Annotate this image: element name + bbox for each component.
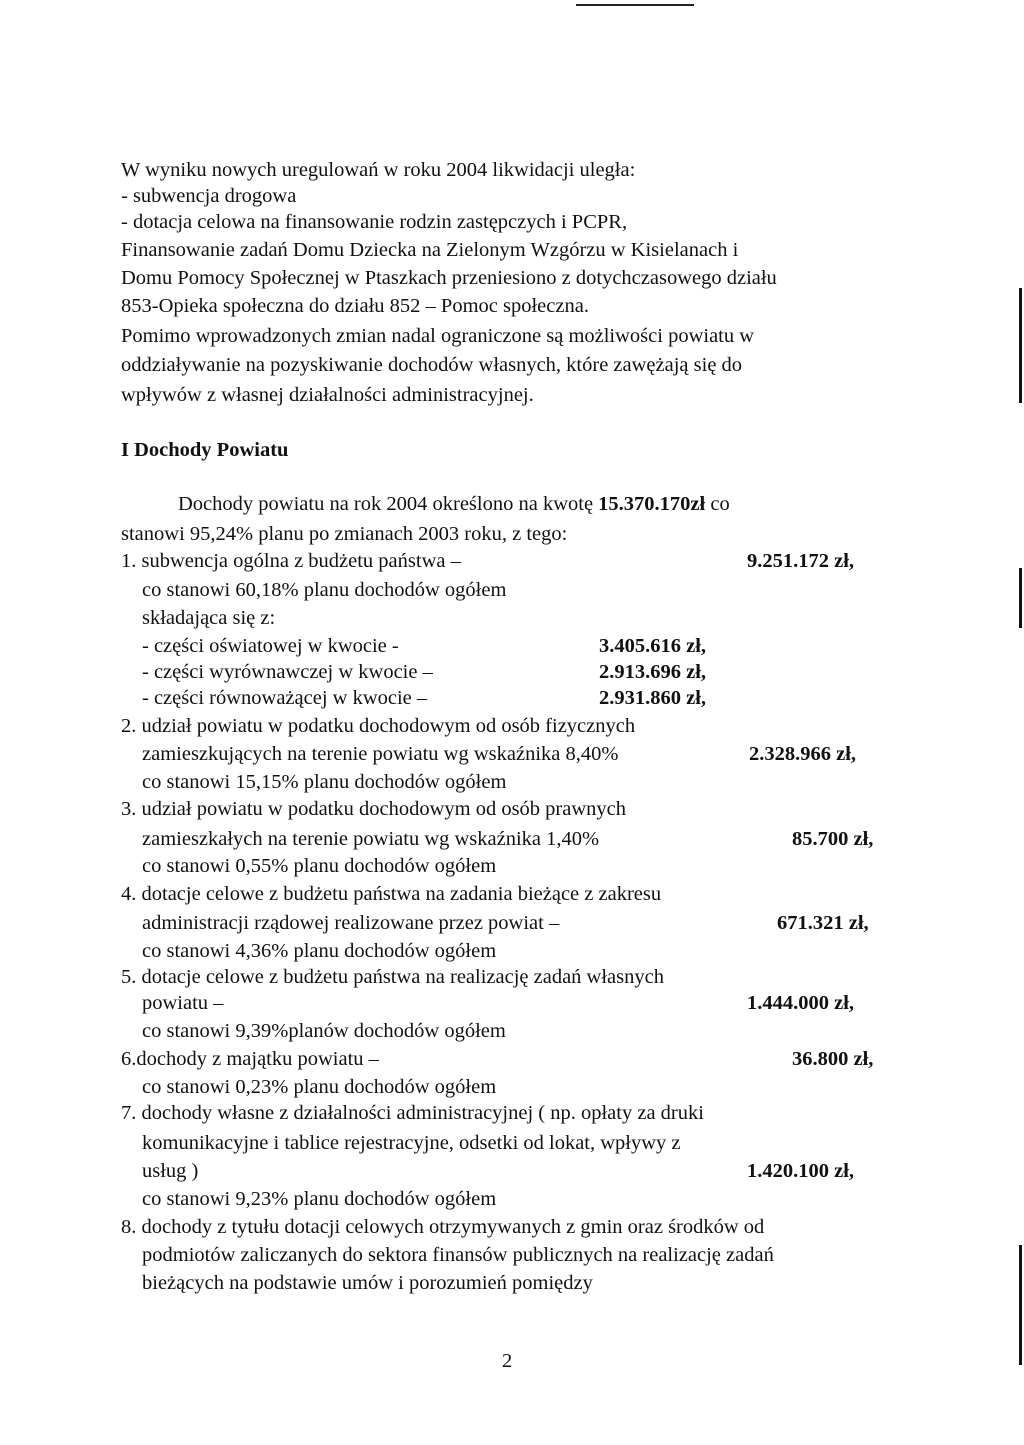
intro-lead: W wyniku nowych uregulowań w roku 2004 likwidacji uległa:: [121, 159, 636, 181]
scan-edge-bar: [1019, 1245, 1022, 1365]
item-title: 6.dochody z majątku powiatu –: [121, 1048, 379, 1070]
item-line: administracji rządowej realizowane przez powiat –: [142, 912, 560, 934]
item-share: co stanowi 15,15% planu dochodów ogółem: [142, 771, 507, 793]
item-amount: 1.444.000 zł,: [747, 992, 855, 1014]
scan-edge-bar: [1019, 288, 1022, 403]
intro-item: - dotacja celowa na finansowanie rodzin zastępczych i PCPR,: [121, 211, 628, 233]
summary-line: [178, 494, 730, 515]
summary-text: Dochody powiatu na rok 2004 określono na kwotę: [178, 493, 599, 515]
part-amount: 2.913.696 zł,: [599, 661, 707, 683]
item-line: zamieszkałych na terenie powiatu wg wskaźnika 1,40%: [142, 828, 600, 850]
item-title: 7. dochody własne z działalności administracyjnej ( np. opłaty za druki: [121, 1102, 704, 1124]
part-amount: 2.931.860 zł,: [599, 687, 707, 709]
paragraph-line: 853-Opieka społeczna do działu 852 – Pomoc społeczna.: [121, 295, 589, 317]
item-consisting: składająca się z:: [142, 607, 276, 629]
summary-line: stanowi 95,24% planu po zmianach 2003 roku, z tego:: [121, 523, 568, 545]
item-line: powiatu –: [142, 992, 224, 1014]
item-amount: 2.328.966 zł,: [749, 743, 857, 765]
part-label: - części oświatowej w kwocie -: [142, 635, 399, 657]
item-amount: 671.321 zł,: [777, 912, 869, 934]
summary-text: co: [705, 493, 730, 515]
paragraph-line: oddziaływanie na pozyskiwanie dochodów własnych, które zawężają się do: [121, 354, 743, 376]
intro-item: - subwencja drogowa: [121, 185, 297, 207]
item-line: zamieszkujących na terenie powiatu wg wskaźnika 8,40%: [142, 743, 619, 765]
part-label: - części równoważącej w kwocie –: [142, 687, 428, 709]
section-heading: I Dochody Powiatu: [121, 439, 289, 461]
part-amount: 3.405.616 zł,: [599, 635, 707, 657]
paragraph-line: Finansowanie zadań Domu Dziecka na Zielonym Wzgórzu w Kisielanach i: [121, 239, 739, 261]
item-amount: 36.800 zł,: [792, 1048, 874, 1070]
item-title: 3. udział powiatu w podatku dochodowym od osób prawnych: [121, 798, 627, 820]
paragraph-line: Domu Pomocy Społecznej w Ptaszkach przeniesiono z dotychczasowego działu: [121, 267, 777, 289]
item-share: co stanowi 9,23% planu dochodów ogółem: [142, 1188, 497, 1210]
item-share: co stanowi 9,39%planów dochodów ogółem: [142, 1020, 506, 1042]
item-title: 8. dochody z tytułu dotacji celowych otrzymywanych z gmin oraz środków od: [121, 1216, 765, 1238]
item-title: 5. dotacje celowe z budżetu państwa na realizację zadań własnych: [121, 966, 664, 988]
item-line: komunikacyjne i tablice rejestracyjne, odsetki od lokat, wpływy z: [142, 1132, 681, 1154]
item-title: 4. dotacje celowe z budżetu państwa na zadania bieżące z zakresu: [121, 883, 662, 905]
item-line: usług ): [142, 1160, 199, 1182]
item-amount: 1.420.100 zł,: [747, 1160, 855, 1182]
item-amount: 85.700 zł,: [792, 828, 874, 850]
paragraph-line: wpływów z własnej działalności administracyjnej.: [121, 384, 534, 406]
scan-edge-bar: [1019, 568, 1022, 628]
scan-edge-line: [576, 4, 694, 6]
summary-amount: 15.370.170zł: [598, 493, 706, 515]
item-line: bieżących na podstawie umów i porozumień pomiędzy: [142, 1272, 593, 1294]
paragraph-line: Pomimo wprowadzonych zmian nadal ograniczone są możliwości powiatu w: [121, 325, 755, 347]
page-number: 2: [502, 1350, 513, 1372]
item-amount: 9.251.172 zł,: [747, 550, 855, 572]
item-share: co stanowi 60,18% planu dochodów ogółem: [142, 579, 507, 601]
item-line: podmiotów zaliczanych do sektora finansów publicznych na realizację zadań: [142, 1244, 774, 1266]
item-share: co stanowi 4,36% planu dochodów ogółem: [142, 940, 497, 962]
item-title: 2. udział powiatu w podatku dochodowym od osób fizycznych: [121, 715, 636, 737]
item-share: co stanowi 0,55% planu dochodów ogółem: [142, 855, 497, 877]
item-share: co stanowi 0,23% planu dochodów ogółem: [142, 1076, 497, 1098]
part-label: - części wyrównawczej w kwocie –: [142, 661, 433, 683]
item-title: 1. subwencja ogólna z budżetu państwa –: [121, 550, 461, 572]
